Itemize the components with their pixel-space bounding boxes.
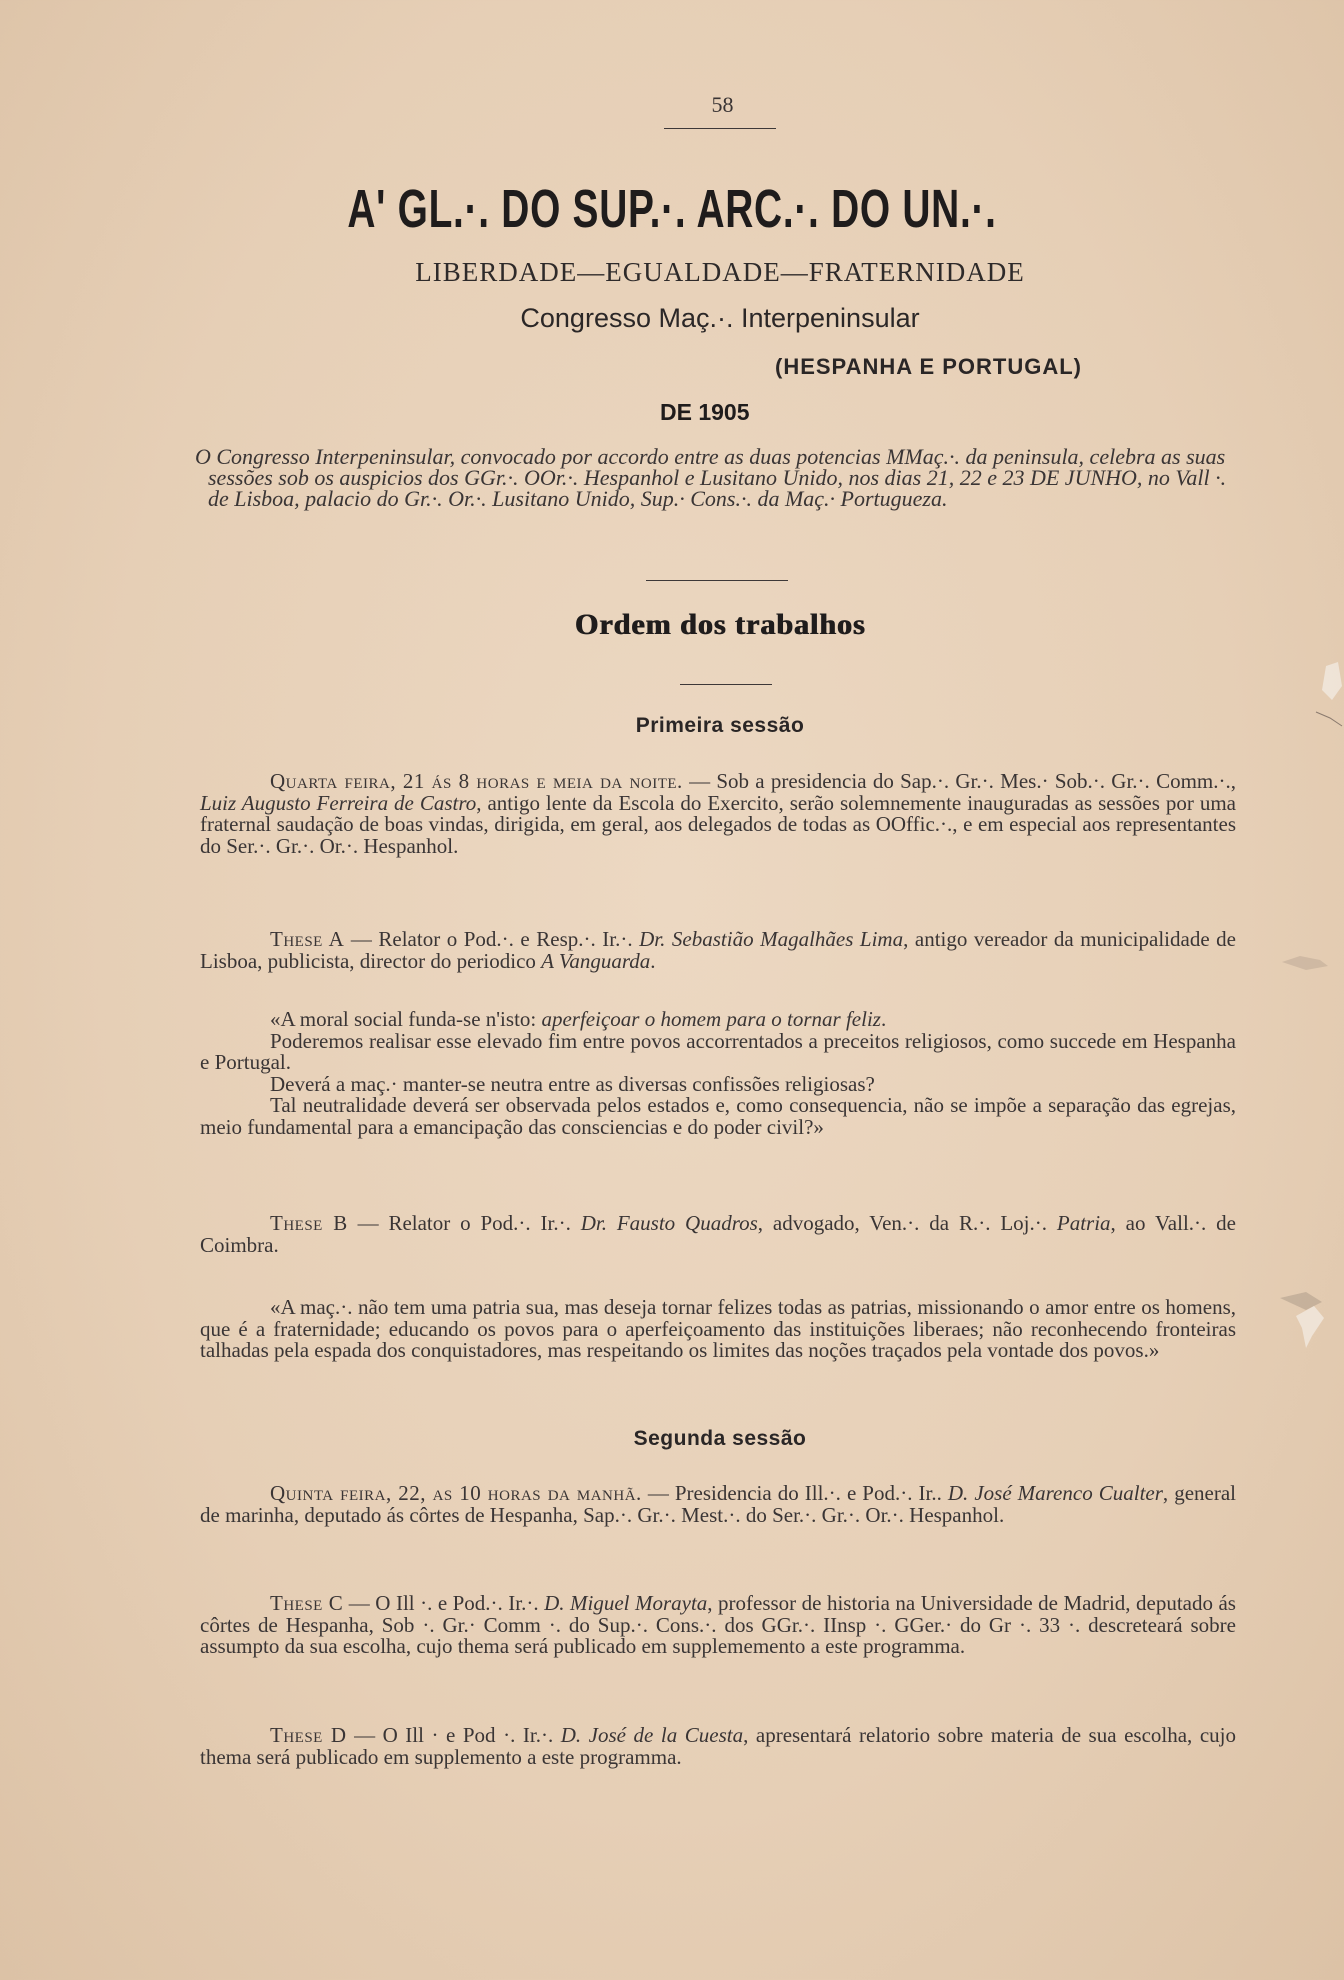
intro-paragraph: O Congresso Interpeninsular, convocado por accordo entre as duas potencias MMaç.·. da peninsula, celebra as suas sessões sob os auspicios dos GGr.·. OOr.·. Hespanhol e Lusitano Unido, nos dias 21, 22 e 23 DE JUNHO, no Vall ·. de Lisboa, palacio do Gr.·. Or.·. Lusitano Unido, Sup.· Cons.·. da Maç.· Portugueza.	[195, 444, 1227, 511]
these-b: These B — Relator o Pod.·. Ir.·. Dr. Fausto Quadros, advogado, Ven.·. da R.·. Loj.·. Patria, ao Vall.·. de Coimbra.	[200, 1211, 1236, 1257]
session-heading-2: Segunda sessão	[633, 1427, 807, 1450]
these-label: These B	[270, 1211, 348, 1235]
top-rule	[664, 128, 776, 129]
page-number: 58	[711, 92, 734, 117]
paper-damage-mark	[1286, 656, 1344, 728]
paper-damage-mark	[1266, 1288, 1344, 1360]
person-name: Dr. Fausto Quadros	[580, 1211, 758, 1235]
divider-rule	[646, 580, 788, 581]
session1-opening: Quarta feira, 21 ás 8 horas e meia da noite. — Sob a presidencia do Sap.·. Gr.·. Mes.· Sob.·. Gr.·. Comm.·., Luiz Augusto Ferreira de Castro, antigo lente da Escola do Exercito, serão solemnemente inauguradas as sessões por uma fraternal saudação de boas vindas, dirigida, em geral, aos delegados de todas as OOffic.·., e em especial aos representantes do Ser.·. Gr.·. Or.·. Hespanhol.	[200, 769, 1236, 858]
agenda-title: Ordem dos trabalhos	[574, 608, 866, 641]
paper-damage-mark	[1276, 948, 1336, 978]
person-name: Dr. Sebastião Magalhães Lima	[639, 927, 904, 951]
person-name: D. Miguel Morayta	[544, 1591, 708, 1615]
person-name: Luiz Augusto Ferreira de Castro	[200, 790, 477, 815]
session2-opening: Quinta feira, 22, as 10 horas da manhã. — Presidencia do Ill.·. e Pod.·. Ir.. D. José Marenco Cualter, general de marinha, deputado ás côrtes de Hespanha, Sap.·. Gr.·. Mest.·. do Ser.·. Gr.·. Or.·. Hespanhol.	[200, 1481, 1236, 1527]
person-name: D. José Marenco Cualter	[947, 1481, 1163, 1505]
date-lead: Quarta feira, 21 ás 8 horas e meia da noite.	[270, 769, 683, 793]
countries-line: (HESPANHA E PORTUGAL)	[775, 354, 1082, 379]
session-heading-1: Primeira sessão	[635, 714, 805, 737]
quote-b: «A maç.·. não tem uma patria sua, mas deseja tornar felizes todas as patrias, missionando o amor entre os homens, que é a fraternidade; educando os povos para o aperfeiçoamento das instituições liberaes; não reconhecendo fronteiras talhadas pela espada dos conquistadores, mas respeitando os limites das noções traçados pela vontade dos povos.»	[200, 1295, 1236, 1362]
divider-rule-short	[680, 684, 772, 685]
these-label: These A	[270, 927, 345, 951]
lodge-name: Patria	[1056, 1211, 1111, 1235]
congress-name: Congresso Maç.·. Interpeninsular	[520, 303, 920, 333]
these-a: These A — Relator o Pod.·. e Resp.·. Ir.·. Dr. Sebastião Magalhães Lima, antigo vereador da municipalidade de Lisboa, publicista, director do periodico A Vanguarda.	[200, 927, 1236, 973]
periodical-name: A Vanguarda	[541, 948, 651, 973]
these-label: These D	[270, 1723, 347, 1747]
page-title: A' GL.·. DO SUP.·. ARC.·. DO UN.·.	[347, 179, 997, 239]
quote-a: «A moral social funda-se n'isto: aperfeiçoar o homem para o tornar feliz. Poderemos realisar esse elevado fim entre povos accorrentados a preceitos religiosos, como succede em Hespanha e Portugal. Deverá a maç.· manter-se neutra entre as diversas confissões religiosas? Tal neutralidade deverá ser observada pelos estados e, como consequencia, não se impõe a separação das egrejas, meio fundamental para a emancipação das consciencias e do poder civil?»	[200, 1007, 1236, 1139]
person-name: D. José de la Cuesta	[560, 1723, 744, 1747]
date-lead: Quinta feira, 22, as 10 horas da manhã.	[270, 1481, 642, 1505]
these-label: These C	[270, 1591, 344, 1615]
these-d: These D — O Ill · e Pod ·. Ir.·. D. José de la Cuesta, apresentará relatorio sobre materia de sua escolha, cujo thema será publicado em supplemento a este programma.	[200, 1723, 1236, 1769]
year-line: DE 1905	[660, 399, 750, 425]
these-c: These C — O Ill ·. e Pod.·. Ir.·. D. Miguel Morayta, professor de historia na Universidade de Madrid, deputado ás côrtes de Hespanha, Sob ·. Gr.· Comm ·. do Sup.·. Cons.·. dos GGr.·. IInsp ·. GGer.· do Gr ·. 33 ·. descreteará sobre assumpto da sua escolha, cujo thema será publicado em supplememento a este programma.	[200, 1591, 1236, 1658]
motto: LIBERDADE—EGUALDADE—FRATERNIDADE	[415, 257, 1025, 287]
